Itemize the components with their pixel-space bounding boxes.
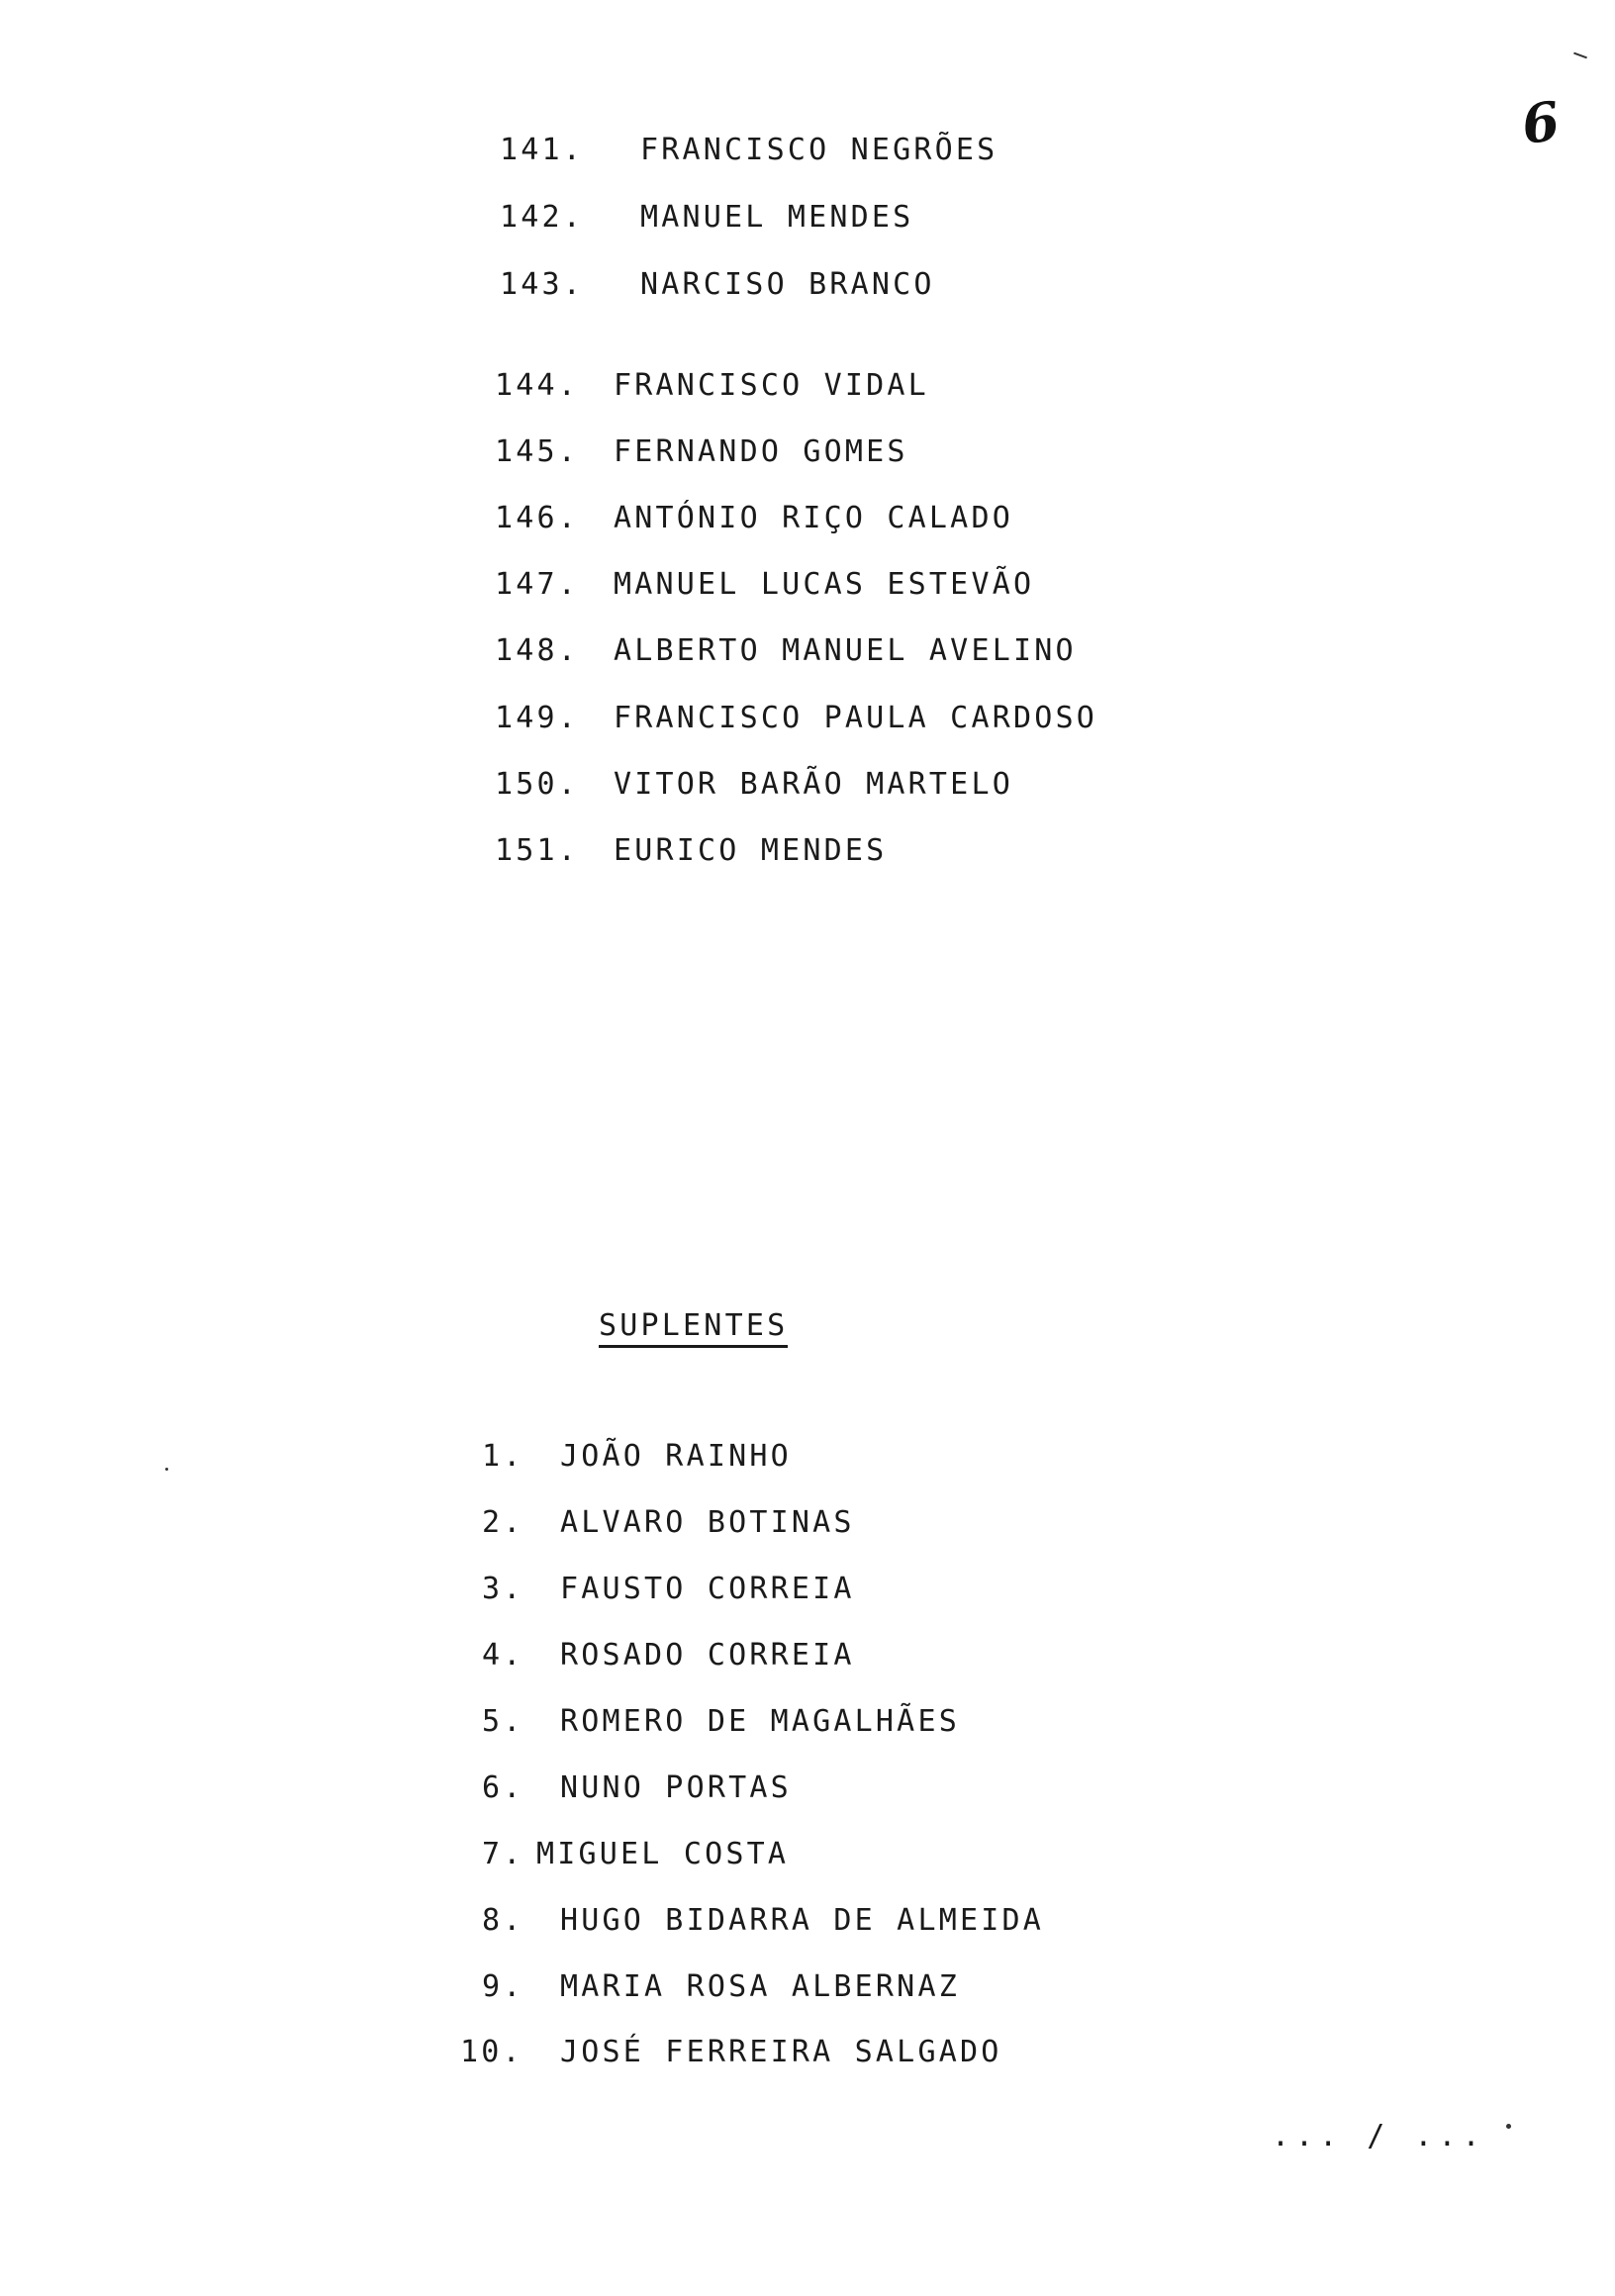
- item-name: EURICO MENDES: [614, 833, 888, 868]
- item-number: 10.: [460, 2035, 523, 2069]
- item-number: 146.: [495, 501, 580, 535]
- item-name: MIGUEL COSTA: [536, 1837, 790, 1871]
- item-name: MANUEL LUCAS ESTEVÃO: [614, 567, 1035, 602]
- item-name: JOÃO RAINHO: [560, 1439, 792, 1474]
- item-number: 150.: [495, 767, 580, 802]
- continuation-marker: ... / ...: [1272, 2119, 1486, 2153]
- item-name: FERNANDO GOMES: [614, 434, 908, 469]
- item-number: 147.: [495, 567, 580, 602]
- scan-speck: [165, 1468, 168, 1471]
- item-name: ROMERO DE MAGALHÃES: [560, 1704, 960, 1739]
- item-number: 3.: [482, 1572, 524, 1606]
- item-number: 7.: [482, 1837, 524, 1871]
- item-number: 8.: [482, 1903, 524, 1938]
- item-number: 148.: [495, 633, 580, 668]
- item-number: 1.: [482, 1439, 524, 1474]
- handwritten-page-number: 6: [1517, 88, 1564, 157]
- item-name: ALVARO BOTINAS: [560, 1505, 855, 1540]
- section-title: SUPLENTES: [599, 1311, 788, 1348]
- item-name: NARCISO BRANCO: [640, 267, 935, 302]
- item-name: FAUSTO CORREIA: [560, 1572, 855, 1606]
- item-number: 145.: [495, 434, 580, 469]
- item-number: 142.: [500, 200, 585, 235]
- item-number: 144.: [495, 368, 580, 403]
- item-name: FRANCISCO PAULA CARDOSO: [614, 701, 1098, 735]
- item-number: 5.: [482, 1704, 524, 1739]
- item-name: HUGO BIDARRA DE ALMEIDA: [560, 1903, 1045, 1938]
- item-number: 151.: [495, 833, 580, 868]
- item-number: 149.: [495, 701, 580, 735]
- item-name: JOSÉ FERREIRA SALGADO: [560, 2035, 1002, 2069]
- item-name: FRANCISCO VIDAL: [614, 368, 929, 403]
- item-name: MANUEL MENDES: [640, 200, 914, 235]
- item-name: FRANCISCO NEGRÕES: [640, 133, 998, 167]
- item-number: 141.: [500, 133, 585, 167]
- scan-speck: [1573, 52, 1587, 59]
- item-number: 2.: [482, 1505, 524, 1540]
- item-name: MARIA ROSA ALBERNAZ: [560, 1969, 960, 2004]
- item-name: ANTÓNIO RIÇO CALADO: [614, 501, 1013, 535]
- item-name: VITOR BARÃO MARTELO: [614, 767, 1013, 802]
- item-name: NUNO PORTAS: [560, 1770, 792, 1805]
- item-number: 4.: [482, 1638, 524, 1673]
- item-number: 6.: [482, 1770, 524, 1805]
- scan-speck: [1506, 2124, 1511, 2129]
- item-number: 9.: [482, 1969, 524, 2004]
- item-name: ROSADO CORREIA: [560, 1638, 855, 1673]
- item-number: 143.: [500, 267, 585, 302]
- item-name: ALBERTO MANUEL AVELINO: [614, 633, 1077, 668]
